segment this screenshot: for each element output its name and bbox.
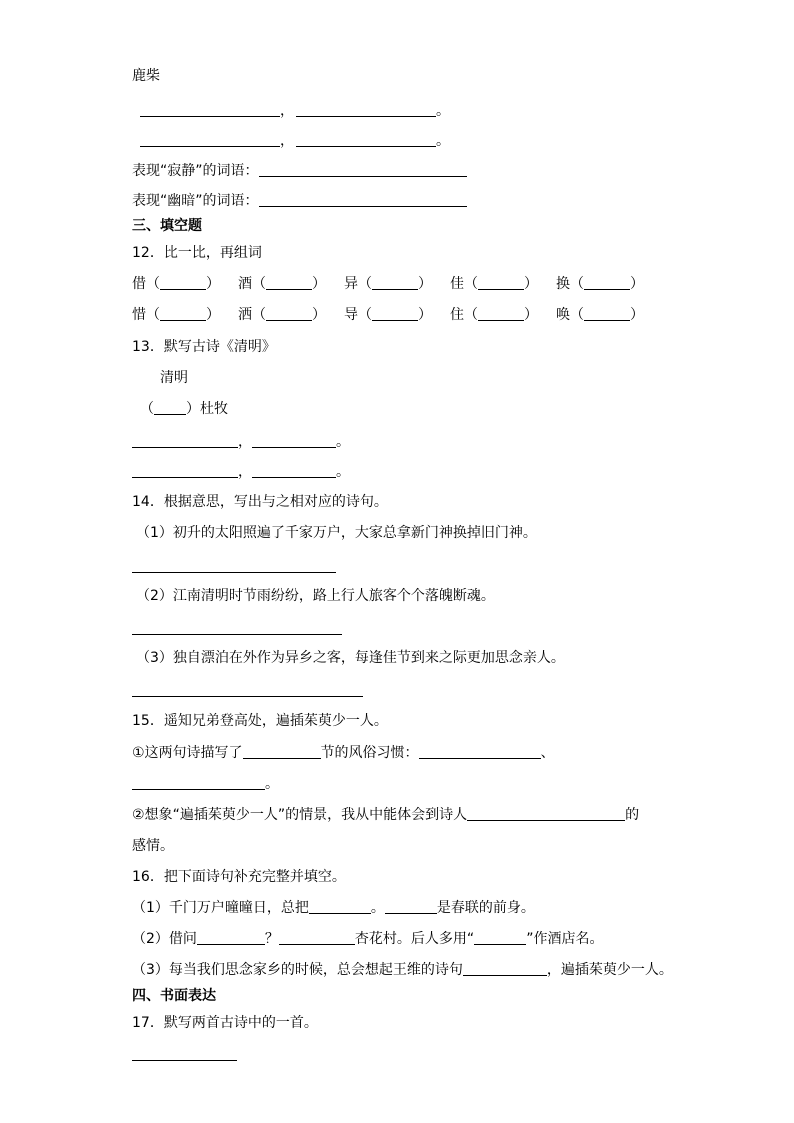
word-blank[interactable]	[160, 275, 206, 290]
answer-blank[interactable]	[296, 132, 436, 147]
answer-blank[interactable]	[132, 433, 238, 448]
answer-blank[interactable]	[197, 930, 265, 945]
section-4-heading: 四、书面表达	[132, 988, 216, 1004]
answer-blank[interactable]	[252, 433, 336, 448]
compare-group: 酒（ ）	[238, 276, 326, 292]
festival-blank[interactable]	[243, 744, 321, 759]
word-blank[interactable]	[584, 275, 630, 290]
word-blank[interactable]	[372, 306, 418, 321]
answer-line[interactable]	[132, 1040, 237, 1061]
q15-line-1: ①这两句诗描写了 节的风俗习惯： 、	[132, 745, 555, 761]
word-blank[interactable]	[584, 306, 630, 321]
compare-group: 惜（ ）	[132, 307, 220, 323]
q14-item-1: （1）初升的太阳照遍了千家万户，大家总拿新门神换掉旧门神。	[136, 525, 537, 541]
answer-line[interactable]	[132, 552, 336, 573]
answer-blank[interactable]	[463, 961, 547, 976]
answer-blank[interactable]	[140, 132, 280, 147]
luchai-line-1: ， 。	[140, 101, 450, 121]
q14-item-2: （2）江南清明时节雨纷纷，路上行人旅客个个落魄断魂。	[136, 588, 495, 604]
q14-title: 14．根据意思，写出与之相对应的诗句。	[132, 494, 388, 510]
answer-blank[interactable]	[309, 899, 371, 914]
compare-group: 导（ ）	[344, 307, 432, 323]
answer-blank[interactable]	[259, 192, 467, 207]
answer-blank[interactable]	[140, 102, 280, 117]
word-blank[interactable]	[266, 275, 312, 290]
feeling-blank[interactable]	[467, 806, 625, 821]
compare-group: 佳（ ）	[450, 276, 538, 292]
compare-group: 换（ ）	[556, 276, 644, 292]
q12-title: 12．比一比，再组词	[132, 245, 262, 261]
jijing-line: 表现“寂静”的词语：	[132, 161, 467, 181]
answer-line[interactable]	[132, 614, 342, 635]
q16-item-1: （1）千门万户曈曈日，总把 。 是春联的前身。	[132, 900, 535, 916]
compare-group: 异（ ）	[344, 276, 432, 292]
compare-group: 住（ ）	[450, 307, 538, 323]
answer-blank[interactable]	[279, 930, 355, 945]
qingming-line-2: ， 。	[132, 462, 350, 482]
q16-item-2: （2）借问 ？ 杏花村。后人多用“ ”作酒店名。	[132, 931, 604, 947]
q15-title: 15．遥知兄弟登高处，遍插茱萸少一人。	[132, 713, 388, 729]
q16-title: 16．把下面诗句补充完整并填空。	[132, 869, 346, 885]
luchai-line-2: ， 。	[140, 131, 450, 151]
compare-group: 洒（ ）	[238, 307, 326, 323]
q13-title: 13．默写古诗《清明》	[132, 339, 276, 355]
q15-line-4: 感情。	[132, 838, 174, 854]
word-blank[interactable]	[266, 306, 312, 321]
q14-item-3: （3）独自漂泊在外作为异乡之客，每逢佳节到来之际更加思念亲人。	[136, 650, 565, 666]
custom-blank[interactable]	[419, 744, 541, 759]
answer-blank[interactable]	[132, 463, 238, 478]
qingming-line-1: ， 。	[132, 432, 350, 452]
q15-line-2: 。	[132, 774, 279, 794]
poem-title-luchai: 鹿柴	[132, 68, 160, 84]
word-blank[interactable]	[478, 306, 524, 321]
word-blank[interactable]	[160, 306, 206, 321]
q12-row-1	[132, 274, 662, 294]
answer-blank[interactable]	[474, 930, 526, 945]
youan-line: 表现“幽暗”的词语：	[132, 191, 467, 211]
q17-title: 17．默写两首古诗中的一首。	[132, 1015, 318, 1031]
answer-blank[interactable]	[296, 102, 436, 117]
q16-item-3: （3）每当我们思念家乡的时候，总会想起王维的诗句 ，遍插茱萸少一人。	[132, 962, 673, 978]
answer-blank[interactable]	[385, 899, 437, 914]
section-3-heading: 三、填空题	[132, 218, 202, 234]
q12-row-2	[132, 305, 662, 325]
answer-blank[interactable]	[252, 463, 336, 478]
compare-group: 借（ ）	[132, 276, 220, 292]
poem-title-qingming: 清明	[160, 370, 188, 386]
word-blank[interactable]	[372, 275, 418, 290]
q15-line-3: ②想象“遍插茱萸少一人”的情景，我从中能体会到诗人 的	[132, 807, 640, 823]
answer-blank[interactable]	[259, 162, 467, 177]
dynasty-blank[interactable]	[154, 400, 186, 415]
custom-blank[interactable]	[132, 775, 265, 790]
answer-line[interactable]	[132, 676, 363, 697]
compare-group: 唤（ ）	[556, 307, 644, 323]
word-blank[interactable]	[478, 275, 524, 290]
author-line: （ ）杜牧	[140, 401, 228, 417]
